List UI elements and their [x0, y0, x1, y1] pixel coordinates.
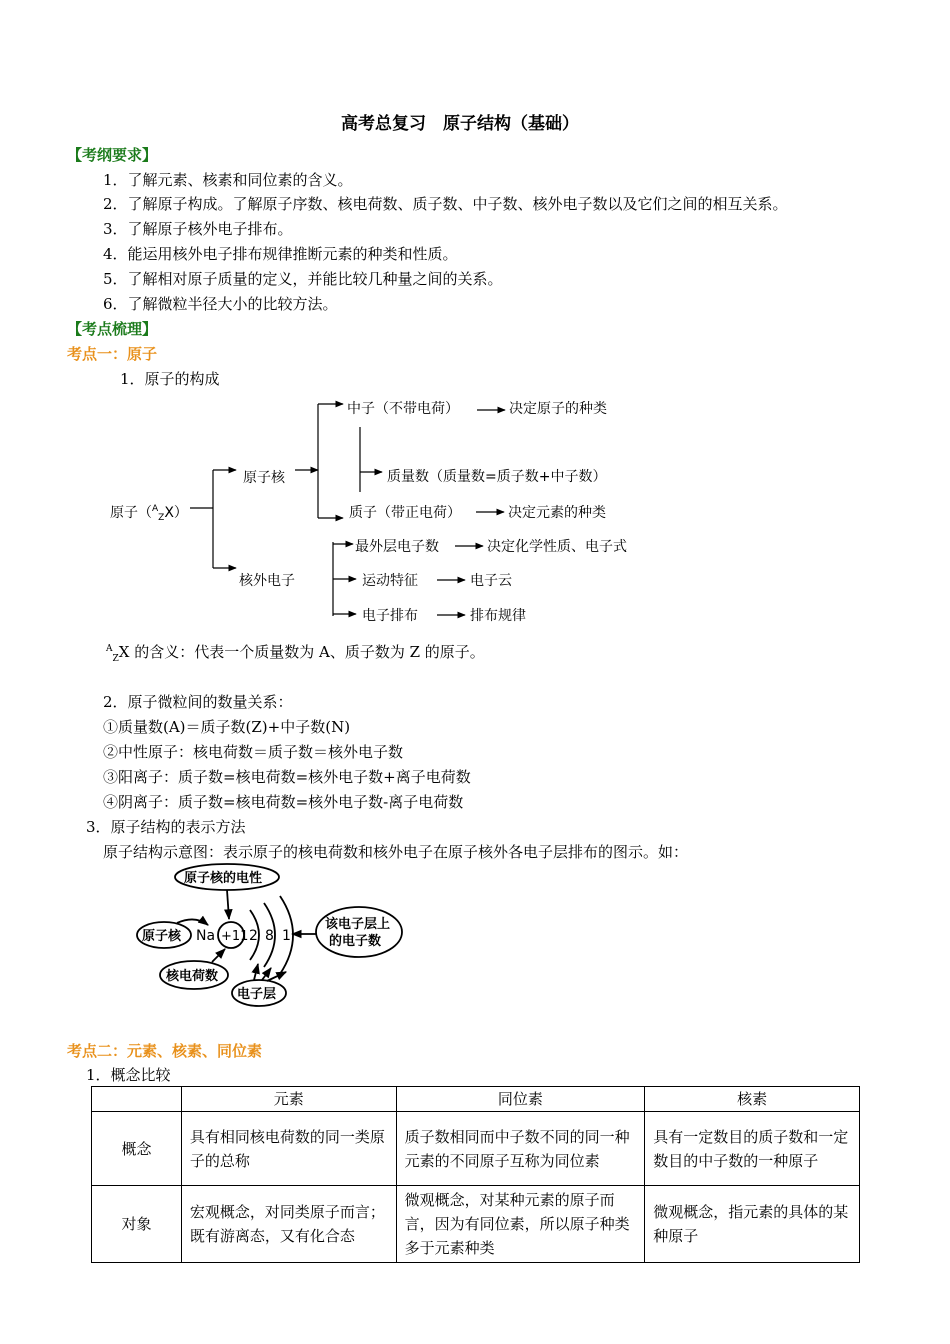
relation-item: ③阳离子：质子数=核电荷数=核外电子数+离子电荷数 [103, 768, 471, 786]
diagram-arrange: 电子排布 [362, 608, 418, 624]
diagram-neutron: 中子（不带电荷） [347, 401, 459, 417]
diagram-electrons: 核外电子 [239, 573, 295, 589]
diagram-mass-number: 质量数（质量数=质子数+中子数） [387, 469, 607, 485]
page-title: 高考总复习 原子结构（基础） [341, 114, 579, 134]
label-shell: 电子层 [237, 987, 277, 1002]
outline-item: 2．了解原子构成。了解原子序数、核电荷数、质子数、中子数、核外电子数以及它们之间的相互关系。 [103, 195, 788, 213]
diagram-proton-result: 决定元素的种类 [508, 505, 606, 521]
k1-sub1: 1．原子的构成 [120, 370, 220, 388]
concept-comparison-table [91, 1086, 860, 1263]
table-header-row [92, 1087, 860, 1112]
k1-sub2: 2．原子微粒间的数量关系： [103, 693, 293, 711]
diagram-motion: 运动特征 [362, 573, 418, 589]
table-cell: 质子数相同而中子数不同的同一种元素的不同原子互称为同位素 [396, 1112, 645, 1186]
table-header-cell: 核素 [645, 1087, 860, 1112]
table-cell: 微观概念，指元素的具体的某种原子 [645, 1186, 860, 1263]
na-shell-3: 1 [282, 928, 291, 944]
k2-title: 考点二：元素、核素、同位素 [67, 1042, 263, 1060]
relation-item: ②中性原子：核电荷数＝质子数＝核外电子数 [103, 743, 404, 761]
na-shell-2: 8 [265, 928, 274, 944]
label-count-2: 的电子数 [329, 934, 382, 949]
row-label: 对象 [92, 1186, 182, 1263]
label-count-1: 该电子层上 [325, 917, 391, 932]
atom-structure-diagram [0, 390, 950, 630]
k1-title: 考点一：原子 [67, 345, 158, 363]
diagram-outer-result: 决定化学性质、电子式 [487, 539, 627, 555]
table-cell: 具有相同核电荷数的同一类原子的总称 [181, 1112, 396, 1186]
table-cell: 微观概念，对某种元素的原子而言，因为有同位素，所以原子种类多于元素种类 [396, 1186, 645, 1263]
diagram-nucleus: 原子核 [243, 470, 285, 486]
diagram-arrange-result: 排布规律 [470, 608, 526, 624]
na-core: +11 [221, 929, 249, 944]
diagram-outer: 最外层电子数 [355, 539, 439, 555]
table-row [92, 1112, 860, 1186]
outline-item: 1．了解元素、核素和同位素的含义。 [103, 171, 353, 189]
diagram-neutron-result: 决定原子的种类 [509, 401, 607, 417]
table-cell: 具有一定数目的质子数和一定数目的中子数的一种原子 [645, 1112, 860, 1186]
relation-item: ①质量数(A)＝质子数(Z)+中子数(N) [103, 718, 351, 736]
points-heading: 【考点梳理】 [67, 320, 158, 338]
k2-sub1: 1．概念比较 [86, 1066, 171, 1084]
na-shell-1: 2 [249, 928, 258, 944]
azx-meaning: $^A_Z$X 的含义：代表一个质量数为 A、质子数为 Z 的原子。 [106, 643, 485, 664]
k1-sub3-desc: 原子结构示意图：表示原子的核电荷数和核外电子在原子核外各电子层排布的图示。如： [103, 843, 689, 861]
table-header-cell [92, 1087, 182, 1112]
table-header-cell: 同位素 [396, 1087, 645, 1112]
table-header-cell: 元素 [181, 1087, 396, 1112]
outline-heading: 【考纲要求】 [67, 146, 158, 164]
outline-item: 6．了解微粒半径大小的比较方法。 [103, 295, 338, 313]
k1-sub3: 3．原子结构的表示方法 [86, 818, 246, 836]
diagram-root: 原子（$^A_Z$X） [110, 504, 188, 523]
na-structure-diagram [130, 860, 420, 1010]
outline-item: 5．了解相对原子质量的定义，并能比较几种量之间的关系。 [103, 270, 503, 288]
diagram-proton: 质子（带正电荷） [349, 505, 461, 521]
outline-item: 3．了解原子核外电子排布。 [103, 220, 293, 238]
label-charge: 核电荷数 [166, 969, 219, 984]
outline-item: 4．能运用核外电子排布规律推断元素的种类和性质。 [103, 245, 458, 263]
label-nucleus: 原子核 [142, 929, 182, 944]
table-cell: 宏观概念，对同类原子而言；既有游离态，又有化合态 [181, 1186, 396, 1263]
diagram-motion-result: 电子云 [470, 573, 512, 589]
na-symbol: Na [196, 928, 216, 944]
row-label: 概念 [92, 1112, 182, 1186]
label-charge-nature: 原子核的电性 [184, 871, 263, 886]
table-row [92, 1186, 860, 1263]
bubble-count [316, 907, 402, 957]
relation-item: ④阴离子：质子数=核电荷数=核外电子数-离子电荷数 [103, 793, 464, 811]
